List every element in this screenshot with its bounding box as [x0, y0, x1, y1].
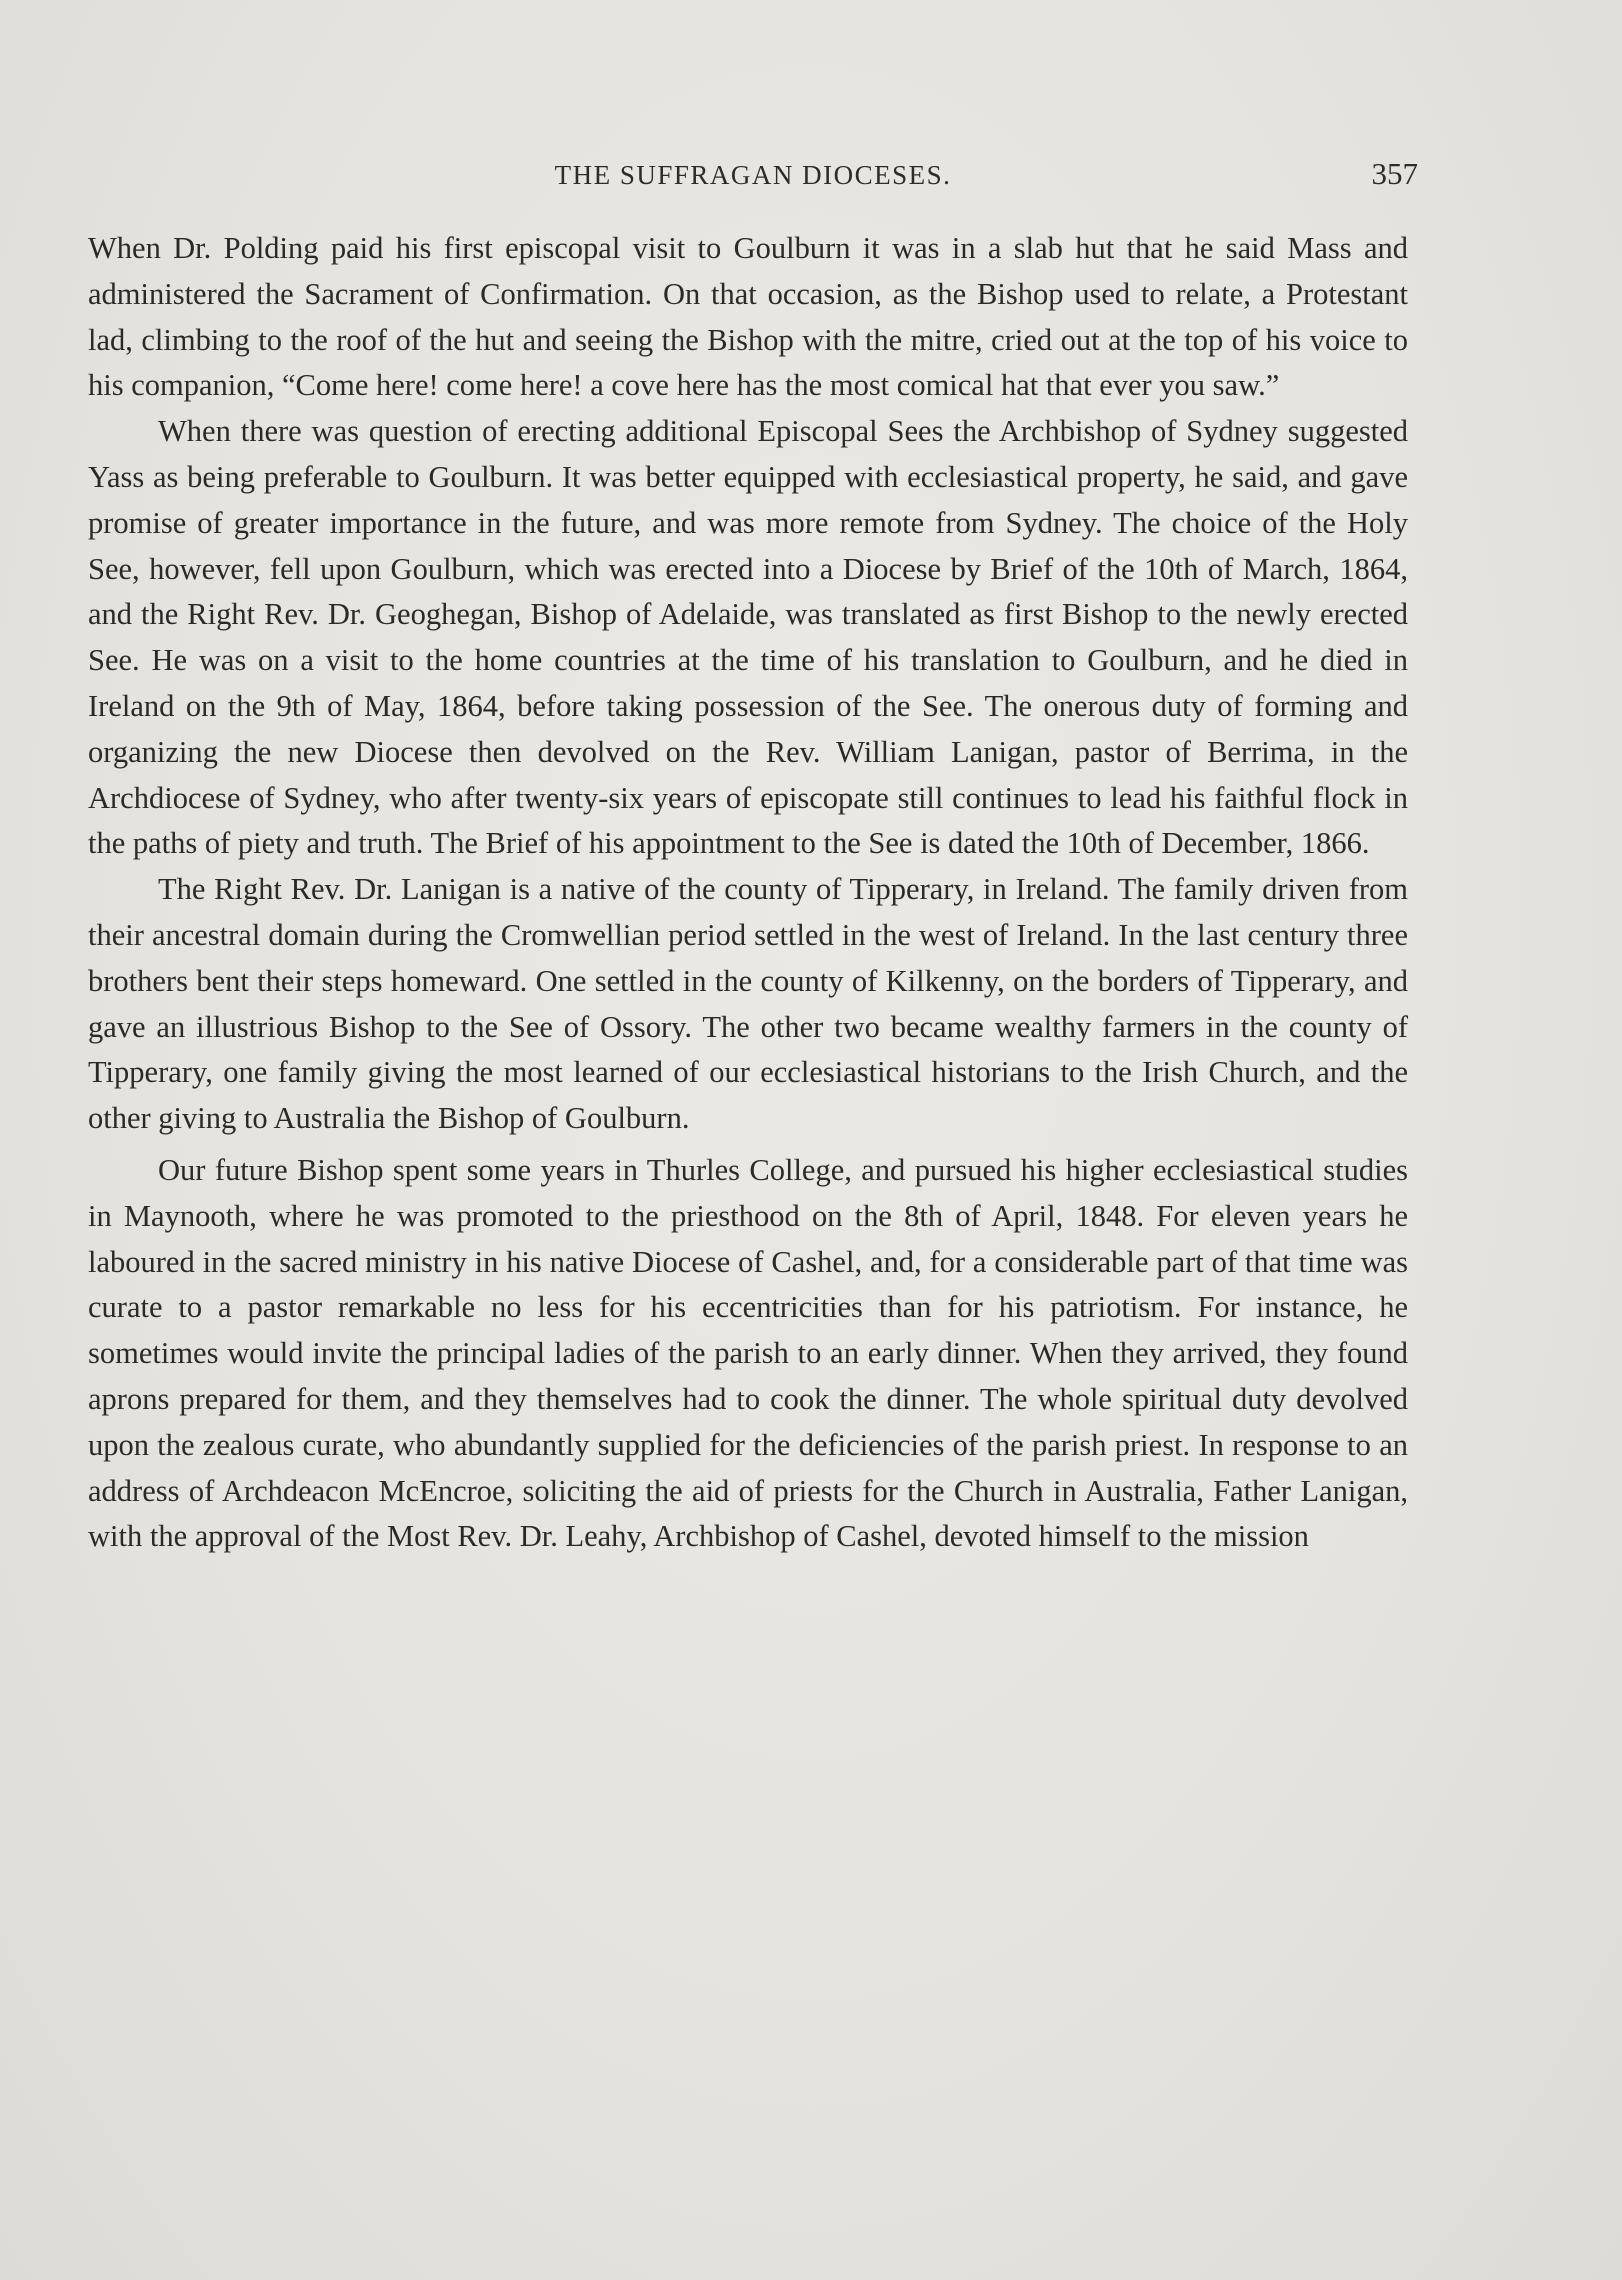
paragraph-lanigan-origins: The Right Rev. Dr. Lanigan is a native of the county of Tipperary, in Ireland. The family driven from their ancestral domain during the Cromwellian period settled in the west of Ireland. In the last century three brothers bent their steps homeward. One settled in the county of Kilkenny, on the borders of Tipperary, and gave an illustrious Bishop to the See of Ossory. The other two became wealthy farmers in the county of Tipperary, one family giving the most learned of our ecclesiastical historians to the Irish Church, and the other giving to Australia the Bishop of Goulburn. — [88, 872, 1408, 1136]
running-title: THE SUFFRAGAN DIOCESES. — [554, 160, 952, 190]
running-header — [88, 156, 1418, 196]
paragraph-lanigan-career: Our future Bishop spent some years in Thurles College, and pursued his higher ecclesiastical studies in Maynooth, where he was promoted to the priesthood on the 8th of April, 1848. For eleven years he laboured in the sacred ministry in his native Diocese of Cashel, and, for a considerable part of that time was curate to a pastor remarkable no less for his eccentricities than for his patriotism. For instance, he sometimes would invite the principal ladies of the parish to an early dinner. When they arrived, they found aprons prepared for them, and they themselves had to cook the dinner. The whole spiritual duty devolved upon the zealous curate, who abundantly supplied for the deficiencies of the parish priest. In response to an address of Archdeacon McEncroe, soliciting the aid of priests for the Church in Australia, Father Lanigan, with the approval of the Most Rev. Dr. Leahy, Archbishop of Cashel, devoted himself to the mission — [88, 1152, 1408, 1554]
paragraph-polding-visit: When Dr. Polding paid his first episcopal visit to Goulburn it was in a slab hut that he said Mass and administered the Sacrament of Confirmation. On that occasion, as the Bishop used to relate, a Protestant lad, climbing to the roof of the hut and seeing the Bishop with the mitre, cried out at the top of his voice to his companion, “Come here! come here! a cove here has the most comical hat that ever you saw.” — [88, 231, 1408, 403]
page-number: 357 — [1371, 156, 1418, 191]
paragraph-goulburn-diocese: When there was question of erecting additional Episcopal Sees the Archbishop of Sydney suggested Yass as being preferable to Goulburn. It was better equipped with ecclesiastical property, he said, and gave promise of greater importance in the future, and was more remote from Sydney. The choice of the Holy See, however, fell upon Goulburn, which was erected into a Diocese by Brief of the 10th of March, 1864, and the Right Rev. Dr. Geoghegan, Bishop of Adelaide, was translated as first Bishop to the newly erected See. He was on a visit to the home countries at the time of his translation to Goulburn, and he died in Ireland on the 9th of May, 1864, before taking possession of the See. The onerous duty of forming and organizing the new Diocese then devolved on the Rev. William Lanigan, pastor of Berrima, in the Archdiocese of Sydney, who after twenty-six years of episcopate still continues to lead his faithful flock in the paths of piety and truth. The Brief of his appointment to the See is dated the 10th of December, 1866. — [88, 414, 1408, 861]
body-text — [88, 226, 1408, 1560]
